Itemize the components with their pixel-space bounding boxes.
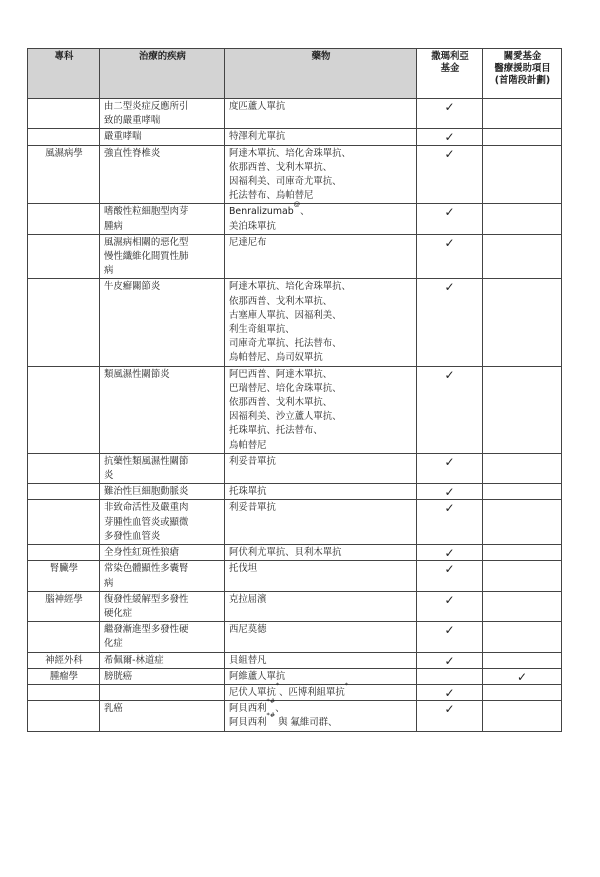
samaritan-cell	[417, 129, 483, 145]
disease-cell	[100, 484, 225, 500]
drug-line: 阿維蘆人單抗	[229, 670, 286, 682]
samaritan-cell	[417, 701, 483, 731]
table-row	[28, 99, 562, 129]
specialty-cell	[28, 234, 100, 279]
disease-line: 常染色體顯性多囊腎	[104, 563, 189, 575]
disease-cell	[100, 668, 225, 684]
drug-line: 阿達木單抗、培化舍珠單抗、	[229, 147, 351, 159]
drug-line: 度匹蘆人單抗	[229, 101, 286, 112]
care-fund-cell	[483, 500, 562, 545]
disease-line: 病	[104, 265, 114, 277]
table-row	[28, 453, 562, 483]
specialty-cell	[28, 279, 100, 366]
specialty-cell	[28, 204, 100, 234]
table-row	[28, 484, 562, 500]
table-row	[28, 279, 562, 366]
samaritan-cell	[417, 366, 483, 453]
specialty-cell: 腦神經學	[28, 591, 100, 621]
disease-cell	[100, 145, 225, 204]
disease-line: 腫病	[104, 220, 123, 232]
disease-line: 硬化症	[104, 607, 133, 619]
samaritan-cell	[417, 204, 483, 234]
disease-cell	[100, 99, 225, 129]
header-specialty: 專科	[28, 49, 100, 99]
specialty-cell: 神經外科	[28, 652, 100, 668]
disease-cell	[100, 500, 225, 545]
check-mark-icon: ✓	[444, 592, 455, 607]
drug-line: 司庫奇尤單抗、托法替布、	[229, 338, 342, 350]
check-mark-icon: ✓	[444, 485, 455, 500]
drug-line: 巴瑞替尼、培化舍珠單抗、	[229, 382, 342, 394]
check-mark-icon: ✓	[444, 653, 455, 668]
drug-cell	[225, 366, 417, 453]
disease-cell	[100, 453, 225, 483]
drug-line: 烏帕替尼	[229, 439, 267, 451]
drug-line: 美泊珠單抗	[229, 220, 276, 232]
drug-cell	[225, 453, 417, 483]
disease-line: 化症	[104, 638, 123, 650]
disease-line: 抗藥性類風濕性關節	[104, 455, 189, 467]
disease-line: 非致命活性及嚴重肉	[104, 502, 189, 514]
care-fund-cell	[483, 453, 562, 483]
disease-cell	[100, 652, 225, 668]
table-row	[28, 129, 562, 145]
check-mark-icon: ✓	[444, 367, 455, 382]
disease-cell	[100, 234, 225, 279]
care-fund-cell	[483, 622, 562, 652]
samaritan-cell	[417, 622, 483, 652]
header-care-line: 關愛基金	[503, 51, 542, 62]
drug-line: 利妥昔單抗	[229, 455, 276, 467]
disease-line: 炎	[104, 470, 114, 482]
specialty-cell	[28, 684, 100, 700]
care-fund-cell	[483, 145, 562, 204]
table-row	[28, 561, 562, 591]
drug-line: 阿貝西利*# 與 氟維司群、	[229, 711, 338, 729]
drug-line: 貝組替凡	[229, 654, 267, 666]
disease-line: 繼發漸進型多發性硬	[104, 624, 189, 636]
table-row	[28, 545, 562, 561]
disease-cell	[100, 366, 225, 453]
samaritan-cell	[417, 484, 483, 500]
header-care-fund	[483, 49, 562, 99]
drug-line: 烏帕替尼、烏司奴單抗	[229, 352, 323, 364]
samaritan-cell	[417, 652, 483, 668]
check-mark-icon: ✓	[444, 100, 455, 114]
care-fund-cell	[483, 204, 562, 234]
drug-cell	[225, 622, 417, 652]
specialty-cell	[28, 453, 100, 483]
specialty-cell	[28, 545, 100, 561]
check-mark-icon: ✓	[444, 280, 455, 295]
care-fund-cell	[483, 684, 562, 700]
specialty-cell	[28, 701, 100, 731]
header-care-line: (首階段計劃)	[494, 75, 551, 87]
check-mark-icon: ✓	[444, 685, 455, 700]
disease-cell	[100, 561, 225, 591]
drug-cell	[225, 484, 417, 500]
care-fund-cell	[483, 484, 562, 500]
drug-cell	[225, 145, 417, 204]
drug-line: 因福利美、沙立蘆人單抗、	[229, 411, 342, 423]
drug-line: 因福利美、司庫奇尤單抗、	[229, 176, 342, 188]
drug-line: 利妥昔單抗	[229, 502, 276, 514]
table-row	[28, 145, 562, 204]
specialty-cell	[28, 622, 100, 652]
samaritan-cell	[417, 500, 483, 545]
drug-line: 尼伏人單抗*、匹博利組單抗*	[229, 680, 349, 698]
disease-cell	[100, 684, 225, 700]
table-row	[28, 234, 562, 279]
check-mark-icon: ✓	[444, 562, 455, 577]
care-fund-cell	[483, 545, 562, 561]
specialty-cell	[28, 484, 100, 500]
disease-line: 復發性緩解型多發性	[104, 593, 189, 605]
disease-cell	[100, 701, 225, 731]
drug-line: 西尼莫德	[229, 624, 267, 636]
drug-line: 托法替布、烏帕替尼	[229, 190, 314, 202]
drug-line: 阿達木單抗、培化舍珠單抗、	[229, 281, 351, 293]
care-fund-cell	[483, 668, 562, 684]
drug-coverage-table	[27, 48, 562, 732]
header-samaritan-line: 撒瑪利亞	[431, 51, 469, 62]
care-fund-cell	[483, 591, 562, 621]
check-mark-icon: ✓	[444, 501, 455, 516]
specialty-cell	[28, 129, 100, 145]
disease-line: 全身性紅斑性狼瘡	[104, 547, 180, 559]
drug-cell	[225, 234, 417, 279]
samaritan-cell	[417, 545, 483, 561]
disease-line: 病	[104, 577, 114, 589]
drug-line: 阿巴西普、阿達木單抗、	[229, 368, 333, 380]
check-mark-icon: ✓	[444, 454, 455, 469]
samaritan-cell	[417, 99, 483, 129]
table-row	[28, 622, 562, 652]
drug-cell	[225, 129, 417, 145]
header-care-line: 醫療援助項目	[494, 63, 551, 75]
samaritan-cell	[417, 668, 483, 684]
header-samaritan-line: 基金	[440, 63, 460, 75]
check-mark-icon: ✓	[444, 623, 455, 638]
drug-line: Benralizumab@、	[229, 200, 310, 218]
disease-line: 乳癌	[104, 703, 123, 715]
disease-line: 牛皮癬關節炎	[104, 281, 161, 293]
check-mark-icon: ✓	[444, 205, 455, 220]
check-mark-icon: ✓	[444, 130, 455, 145]
drug-line: 阿伏利尤單抗、貝利木單抗	[229, 547, 342, 559]
disease-line: 由二型炎症反應所引	[104, 101, 189, 112]
drug-cell	[225, 697, 417, 731]
disease-line: 風濕病相關的惡化型	[104, 236, 189, 248]
care-fund-cell	[483, 234, 562, 279]
drug-cell	[225, 561, 417, 591]
table-row	[28, 366, 562, 453]
disease-cell	[100, 279, 225, 366]
disease-line: 類風濕性關節炎	[104, 368, 170, 380]
samaritan-cell	[417, 279, 483, 366]
disease-cell	[100, 622, 225, 652]
specialty-cell	[28, 366, 100, 453]
drug-cell	[225, 99, 417, 129]
samaritan-cell	[417, 145, 483, 204]
drug-cell	[225, 591, 417, 621]
drug-cell	[225, 545, 417, 561]
specialty-cell	[28, 99, 100, 129]
samaritan-cell	[417, 591, 483, 621]
drug-line: 克拉屈濱	[229, 593, 267, 605]
drug-line: 依那西普、戈利木單抗、	[229, 295, 333, 307]
disease-line: 嚴重哮喘	[104, 131, 142, 143]
disease-cell	[100, 129, 225, 145]
table-row	[28, 500, 562, 545]
disease-line: 希佩爾-林道症	[104, 654, 164, 666]
samaritan-cell	[417, 684, 483, 700]
care-fund-cell	[483, 129, 562, 145]
disease-cell	[100, 591, 225, 621]
check-mark-icon: ✓	[444, 146, 455, 161]
drug-cell	[225, 200, 417, 234]
disease-line: 強直性脊椎炎	[104, 147, 161, 159]
table-row	[28, 591, 562, 621]
check-mark-icon: ✓	[516, 669, 528, 684]
care-fund-cell	[483, 279, 562, 366]
header-drug: 藥物	[225, 49, 417, 99]
check-mark-icon: ✓	[444, 702, 455, 717]
table-row	[28, 204, 562, 234]
check-mark-icon: ✓	[444, 546, 455, 561]
drug-line: 依那西普、戈利木單抗、	[229, 397, 333, 409]
header-disease: 治療的疾病	[100, 49, 225, 99]
drug-line: 依那西普、戈利木單抗、	[229, 161, 333, 173]
care-fund-cell	[483, 99, 562, 129]
samaritan-cell	[417, 234, 483, 279]
specialty-cell: 腎臟學	[28, 561, 100, 591]
care-fund-cell	[483, 561, 562, 591]
disease-line: 膀胱癌	[104, 670, 133, 682]
samaritan-cell	[417, 561, 483, 591]
disease-cell	[100, 545, 225, 561]
care-fund-cell	[483, 652, 562, 668]
check-mark-icon: ✓	[444, 235, 455, 250]
header-row	[28, 49, 562, 99]
drug-cell	[225, 500, 417, 545]
disease-line: 慢性纖維化間質性肺	[104, 251, 189, 263]
specialty-cell: 風濕病學	[28, 145, 100, 204]
care-fund-cell	[483, 701, 562, 731]
care-fund-cell	[483, 366, 562, 453]
drug-line: 托珠單抗	[229, 486, 267, 498]
table-row	[28, 684, 562, 700]
drug-cell	[225, 279, 417, 366]
table-body	[28, 99, 562, 732]
table-row	[28, 701, 562, 731]
disease-line: 多發性血管炎	[104, 530, 161, 542]
drug-cell	[225, 680, 417, 700]
specialty-cell: 腫瘤學	[28, 668, 100, 684]
drug-line: 托伐坦	[229, 563, 258, 575]
samaritan-cell	[417, 453, 483, 483]
disease-line: 致的嚴重哮喘	[104, 115, 161, 127]
table-row	[28, 668, 562, 684]
drug-line: 托珠單抗、托法替布、	[229, 425, 323, 437]
disease-line: 芽腫性血管炎或顯微	[104, 516, 189, 528]
drug-line: 尼達尼布	[229, 236, 267, 248]
drug-line: 特澤利尤單抗	[229, 131, 286, 143]
disease-line: 難治性巨細胞動脈炎	[104, 486, 189, 498]
drug-line: 古塞庫人單抗、因福利美、	[229, 309, 342, 321]
disease-line: 嗜酸性粒細胞型肉芽	[104, 206, 189, 218]
drug-line: 利生奇組單抗、	[229, 324, 295, 336]
drug-cell	[225, 652, 417, 668]
specialty-cell	[28, 500, 100, 545]
header-samaritan-fund	[417, 49, 483, 99]
drug-cell	[225, 668, 417, 684]
disease-cell	[100, 204, 225, 234]
drug-line: 阿貝西利*#、	[229, 697, 285, 715]
table-row	[28, 652, 562, 668]
